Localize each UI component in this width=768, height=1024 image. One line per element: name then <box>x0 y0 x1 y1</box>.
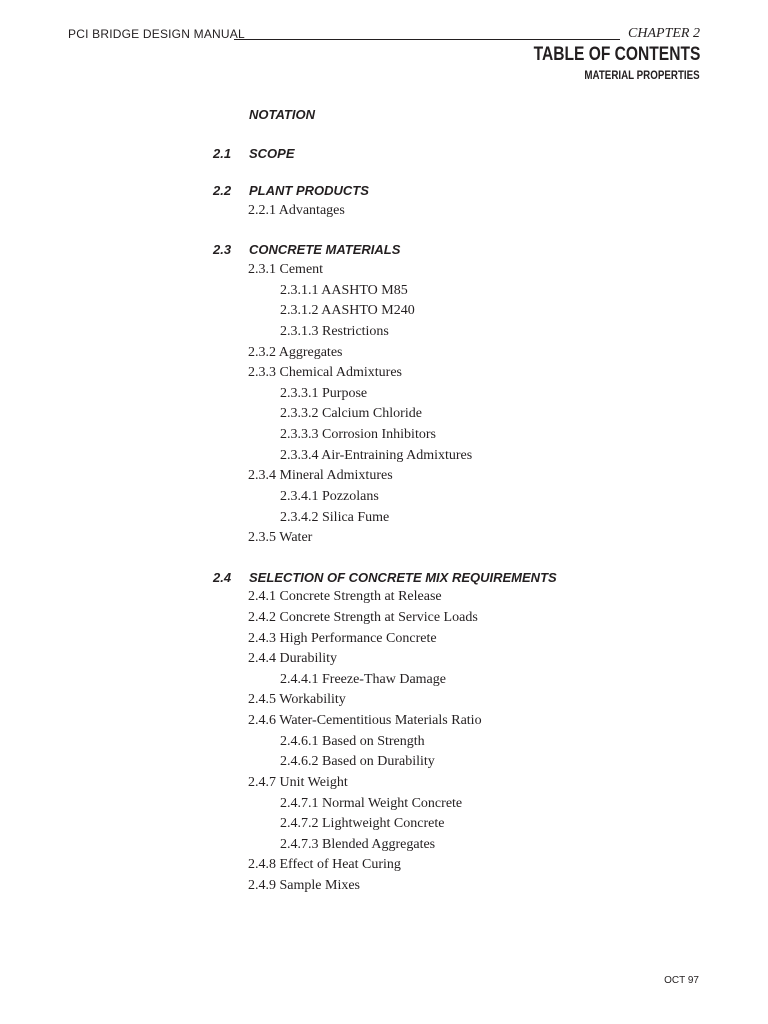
toc-subitem[interactable]: 2.3.4.2 Silica Fume <box>280 510 390 525</box>
toc-item[interactable]: 2.3.5 Water <box>248 530 313 545</box>
toc-subitem[interactable]: 2.4.6.2 Based on Durability <box>280 754 435 769</box>
toc-item[interactable]: 2.4.7 Unit Weight <box>248 775 348 790</box>
page-subtitle: MATERIAL PROPERTIES <box>584 70 700 82</box>
toc-item[interactable]: 2.4.2 Concrete Strength at Service Loads <box>248 610 478 625</box>
toc-item[interactable]: 2.2.1 Advantages <box>248 203 345 218</box>
toc-item[interactable]: 2.3.1 Cement <box>248 262 324 277</box>
toc-subitem[interactable]: 2.3.1.1 AASHTO M85 <box>280 283 408 298</box>
page-title: TABLE OF CONTENTS <box>533 44 700 65</box>
toc-item[interactable]: 2.4.1 Concrete Strength at Release <box>248 589 442 604</box>
toc-item[interactable]: 2.4.9 Sample Mixes <box>248 878 360 893</box>
toc-subitem[interactable]: 2.4.6.1 Based on Strength <box>280 734 425 749</box>
toc-subitem[interactable]: 2.3.4.1 Pozzolans <box>280 489 379 504</box>
chapter-label: CHAPTER 2 <box>628 26 700 41</box>
toc-section-number: 2.3 <box>213 242 232 257</box>
toc-subitem[interactable]: 2.3.3.3 Corrosion Inhibitors <box>280 427 436 442</box>
toc-subitem[interactable]: 2.3.3.2 Calcium Chloride <box>280 406 422 421</box>
manual-title: PCI BRIDGE DESIGN MANUAL <box>68 27 245 41</box>
toc-item[interactable]: 2.4.5 Workability <box>248 692 346 707</box>
toc-section-plant-products[interactable]: PLANT PRODUCTS <box>249 183 369 198</box>
toc-section-number: 2.1 <box>213 146 232 161</box>
toc-section-mix-requirements[interactable]: SELECTION OF CONCRETE MIX REQUIREMENTS <box>249 570 557 585</box>
toc-notation[interactable]: NOTATION <box>249 107 315 122</box>
toc-subitem[interactable]: 2.3.1.2 AASHTO M240 <box>280 303 415 318</box>
toc-subitem[interactable]: 2.4.4.1 Freeze-Thaw Damage <box>280 672 446 687</box>
toc-section-number: 2.4 <box>213 570 232 585</box>
toc-item[interactable]: 2.4.6 Water-Cementitious Materials Ratio <box>248 713 482 728</box>
toc-subitem[interactable]: 2.3.3.4 Air-Entraining Admixtures <box>280 448 473 463</box>
header-rule <box>234 39 620 40</box>
toc-section-number: 2.2 <box>213 183 232 198</box>
toc-subitem[interactable]: 2.3.3.1 Purpose <box>280 386 368 401</box>
toc-subitem[interactable]: 2.4.7.3 Blended Aggregates <box>280 837 436 852</box>
toc-item[interactable]: 2.3.3 Chemical Admixtures <box>248 365 402 380</box>
footer-date: OCT 97 <box>664 975 699 986</box>
toc-subitem[interactable]: 2.4.7.2 Lightweight Concrete <box>280 816 445 831</box>
toc-item[interactable]: 2.3.2 Aggregates <box>248 345 343 360</box>
toc-section-scope[interactable]: SCOPE <box>249 146 295 161</box>
toc-section-concrete-materials[interactable]: CONCRETE MATERIALS <box>249 242 401 257</box>
toc-subitem[interactable]: 2.3.1.3 Restrictions <box>280 324 389 339</box>
toc-item[interactable]: 2.4.4 Durability <box>248 651 338 666</box>
toc-item[interactable]: 2.4.8 Effect of Heat Curing <box>248 857 401 872</box>
toc-item[interactable]: 2.3.4 Mineral Admixtures <box>248 468 393 483</box>
toc-subitem[interactable]: 2.4.7.1 Normal Weight Concrete <box>280 796 463 811</box>
toc-item[interactable]: 2.4.3 High Performance Concrete <box>248 631 437 646</box>
